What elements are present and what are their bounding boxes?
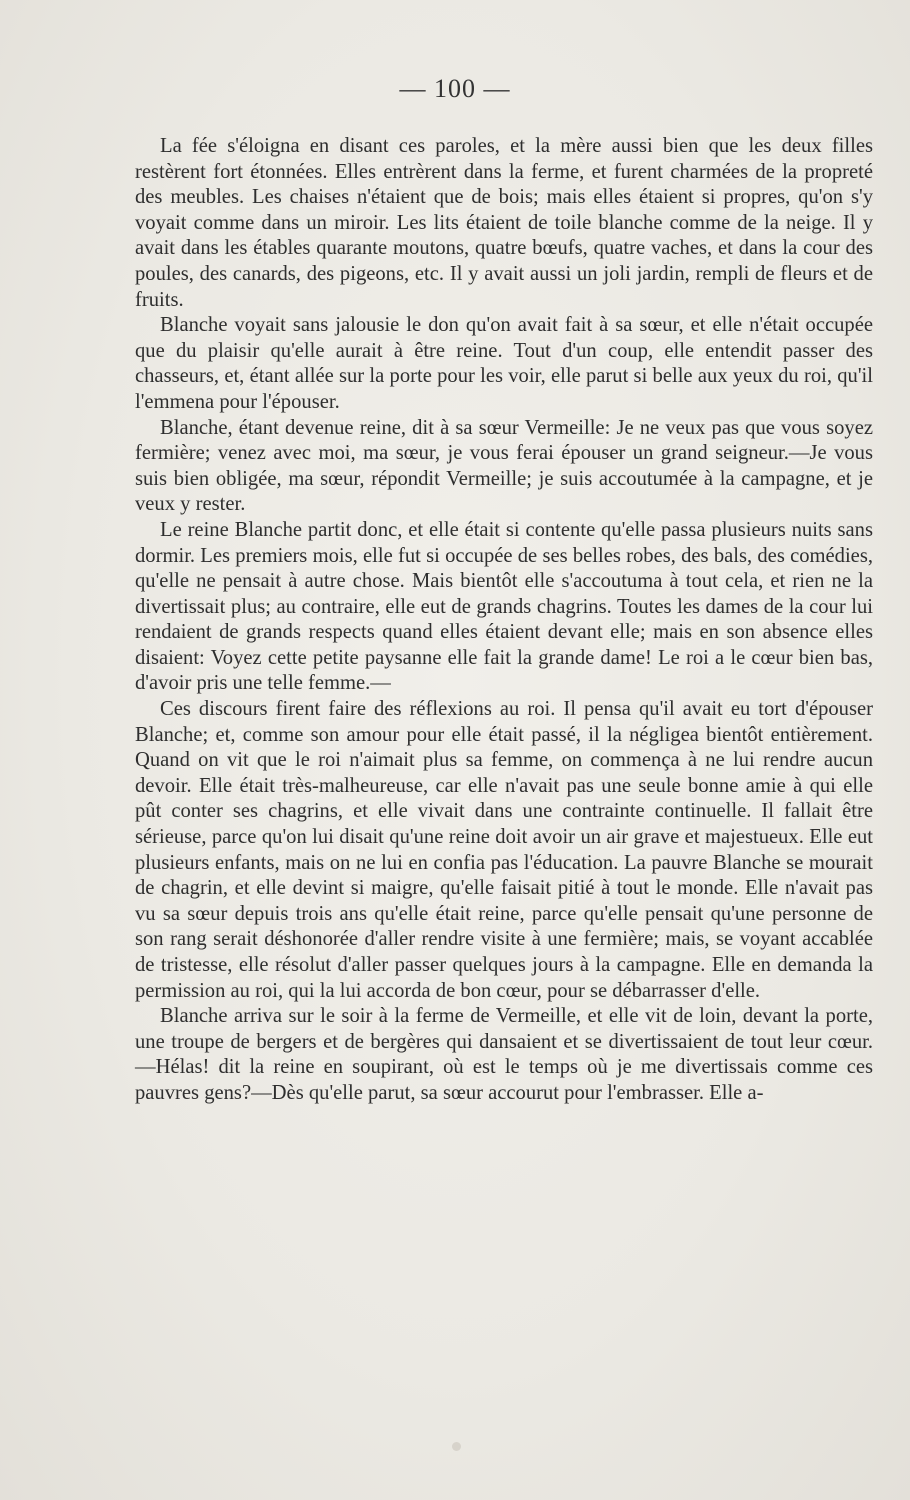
paragraph-vermeille-stays: Blanche, étant devenue reine, dit à sa sœur Vermeille: Je ne veux pas que vous soyez fermière; venez avec moi, ma sœur, je vous ferai épouser un grand seigneur.—Je vous suis bien obligée, ma sœur, répondit Vermeille; je suis accoutumée à la campagne, et je veux y rester. [135, 416, 873, 516]
paper-smudge [452, 1442, 461, 1451]
paragraph-visit-farm: Blanche arriva sur le soir à la ferme de Vermeille, et elle vit de loin, devant la porte, une troupe de bergers et de bergères qui dansaient et se divertissaient de tout leur cœur.—Hélas! dit la reine en soupirant, où est le temps où je me divertissais comme ces pauvres gens?—Dès qu'elle parut, sa sœur accourut pour l'embrasser. Elle a- [135, 1005, 873, 1104]
body-text [135, 134, 873, 1107]
paragraph-blanche-marries-king: Blanche voyait sans jalousie le don qu'on avait fait à sa sœur, et elle n'était occupée que du plaisir qu'elle aurait à être reine. Tout d'un coup, elle entendit passer des chasseurs, et, étant allée sur la porte pour les voir, elle parut si belle aux yeux du roi, qu'il l'emmena pour l'épouser. [135, 314, 873, 413]
paragraph-queen-sorrows: Le reine Blanche partit donc, et elle était si contente qu'elle passa plusieurs nuits sans dormir. Les premiers mois, elle fut si occupée de ses belles robes, des bals, des comédies, qu'elle ne pensait à autre chose. Mais bientôt elle s'accoutuma à tout cela, et rien ne la divertissait plus; au contraire, elle eut de grands chagrins. Toutes les dames de la cour lui rendaient de grands respects quand elles étaient devant elle; mais en son absence elles disaient: Voyez cette petite paysanne elle fait la grande dame! Le roi a le cœur bien bas, d'avoir pris une telle femme.— [135, 518, 873, 695]
paragraph-king-neglects: Ces discours firent faire des réflexions au roi. Il pensa qu'il avait eu tort d'épouser Blanche; et, comme son amour pour elle était passé, il la négligea bientôt entièrement. Quand on vit que le roi n'aimait plus sa femme, on commença à ne lui rendre aucun devoir. Elle était très-malheureuse, car elle n'avait pas une seule bonne amie à qui elle pût conter ses chagrins, et elle vivait dans une contrainte continuelle. Il fallait être sérieuse, parce qu'on lui disait qu'une reine doit avoir un air grave et majestueux. Elle eut plusieurs enfants, mais on ne lui en confia pas l'éducation. La pauvre Blanche se mourait de chagrin, et elle devint si maigre, qu'elle faisait pitié à tout le monde. Elle n'avait pas vu sa sœur depuis trois ans qu'elle était reine, parce qu'elle pensait qu'une personne de son rang serait déshonorée d'aller rendre visite à une fermière; mais, se voyant accablée de tristesse, elle résolut d'aller passer quelques jours à la campagne. Elle en demanda la permission au roi, qui la lui accorda de bon cœur, pour se débarrasser d'elle. [135, 698, 873, 1002]
page-number: — 100 — [399, 74, 511, 103]
paragraph-fairy-leaves: La fée s'éloigna en disant ces paroles, et la mère aussi bien que les deux filles restèrent fort étonnées. Elles entrèrent dans la ferme, et furent charmées de la propreté des meubles. Les chaises n'étaient que de bois; mais elles étaient si propres, qu'on s'y voyait comme dans un miroir. Les lits étaient de toile blanche comme de la neige. Il y avait dans les étables quarante moutons, quatre bœufs, quatre vaches, et dans la cour des poules, des canards, des pigeons, etc. Il y avait aussi un joli jardin, rempli de fleurs et de fruits. [135, 135, 873, 311]
